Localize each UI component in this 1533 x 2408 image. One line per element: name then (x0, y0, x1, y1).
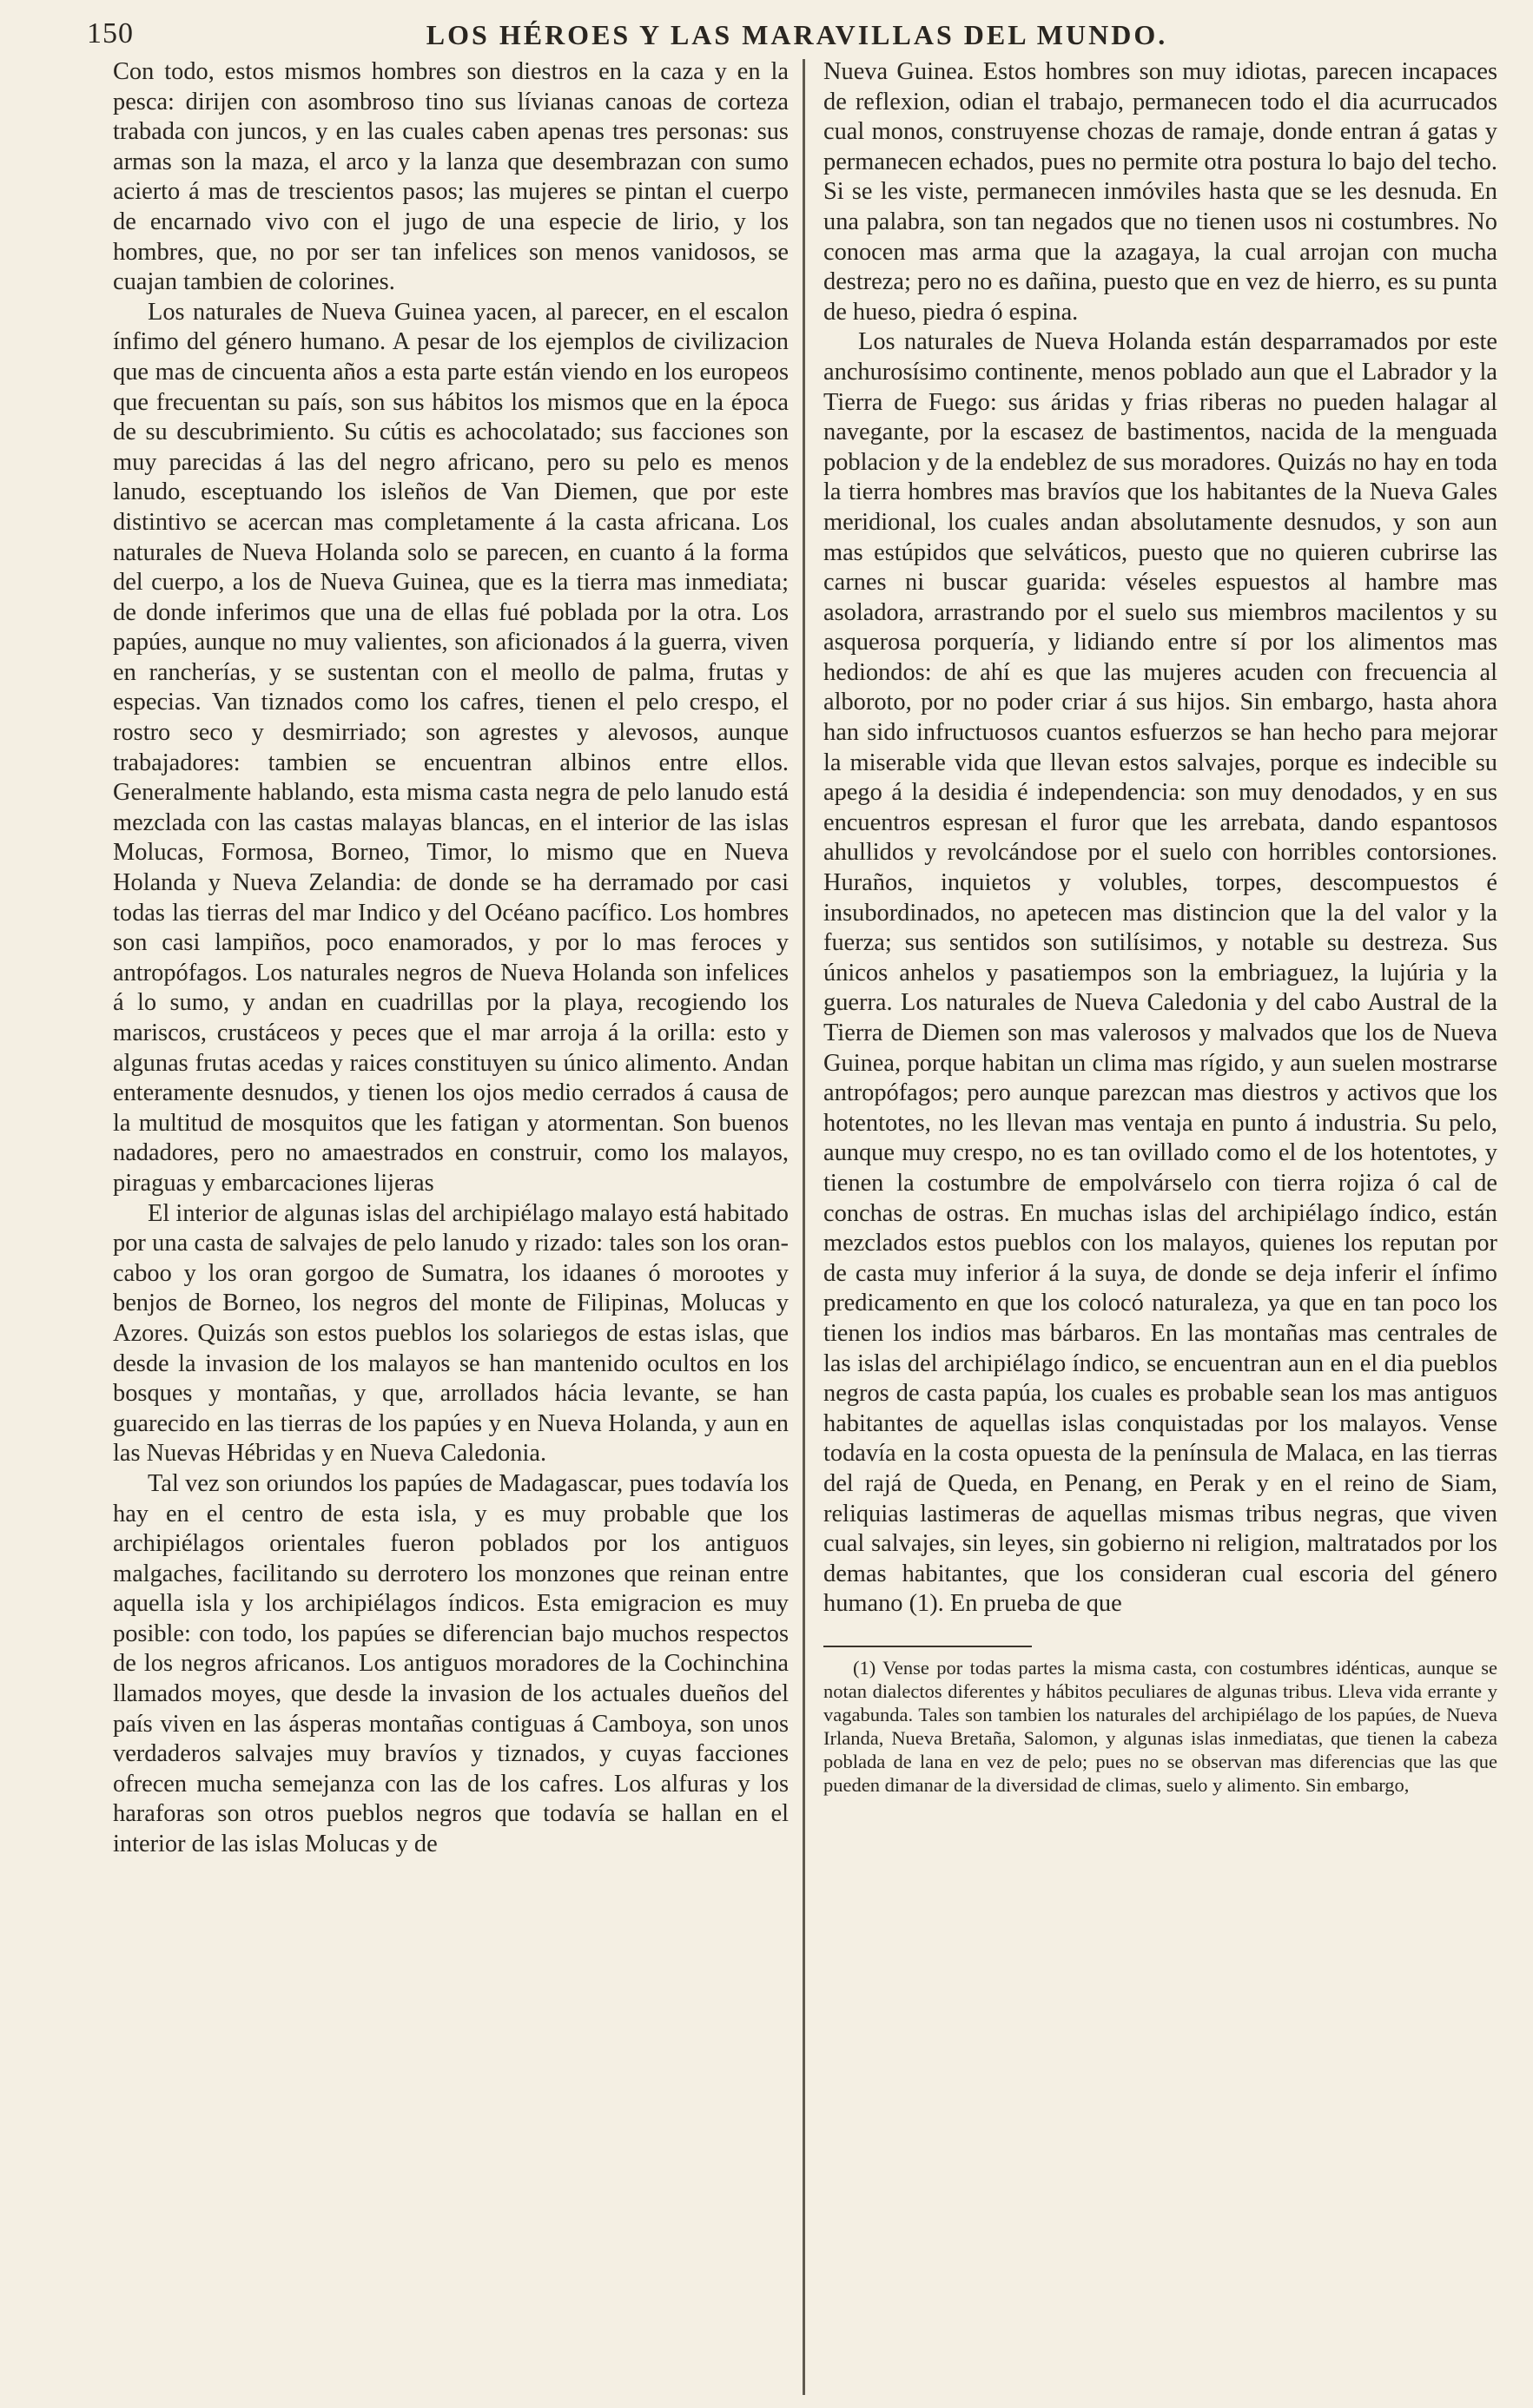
left-paragraph-4: Tal vez son oriundos los papúes de Madagascar, pues todavía los hay en el centro de esta isla, y es muy probable que los archipiélagos orientales fueron poblados por los antiguos malgaches, facilitando su derrotero los monzones que reinan entre aquella isla y los archipiélagos índicos. Esta emigracion es muy posible: con todo, los papúes se diferencian bajo muchos respectos de los negros africanos. Los antiguos moradores de la Cochinchina llamados moyes, que desde la invasion de los actuales dueños del país viven en las ásperas montañas contiguas á Camboya, son unos verdaderos salvajes muy bravíos y tiznados, y cuyas facciones ofrecen mucha semejanza con las de los cafres. Los alfuras y los haraforas son otros pueblos negros que todavía se hallan en el interior de las islas Molucas y de (113, 1469, 789, 1858)
right-paragraph-1: Nueva Guinea. Estos hombres son muy idiotas, parecen incapaces de reflexion, odian el trabajo, permanecen todo el dia acurrucados cual monos, construyense chozas de ramaje, donde entran á gatas y permanecen echados, pues no permite otra postura lo bajo del techo. Si se les viste, permanecen inmóviles hasta que se les desnuda. En una palabra, son tan negados que no tienen usos ni costumbres. No conocen mas arma que la azagaya, la cual arrojan con mucha destreza; pero no es dañina, puesto que en vez de hierro, es su punta de hueso, piedra ó espina. (823, 58, 1497, 326)
left-paragraph-3: El interior de algunas islas del archipiélago malayo está habitado por una casta de salvajes de pelo lanudo y rizado: tales son los oran-caboo y los oran gorgoo de Sumatra, los idaanes ó morootes y benjos de Borneo, los negros del monte de Filipinas, Molucas y Azores. Quizás son estos pueblos los solariegos de estas islas, que desde la invasion de los malayos se han mantenido ocultos en los bosques y montañas, y que, arrollados hácia levante, se han guarecido en las tierras de los papúes y en Nueva Holanda, y aun en las Nuevas Hébridas y en Nueva Caledonia. (113, 1199, 789, 1468)
footnote-divider (823, 1646, 1032, 1647)
right-paragraph-2: Los naturales de Nueva Holanda están desparramados por este anchurosísimo continente, menos poblado aun que el Labrador y la Tierra de Fuego: sus áridas y frias riberas no pueden halagar al navegante, por la escasez de bastimentos, nacida de la menguada poblacion y de la endeblez de sus moradores. Quizás no hay en toda la tierra hombres mas bravíos que los habitantes de la Nueva Gales meridional, los cuales andan absolutamente desnudos, y son aun mas estúpidos que selváticos, puesto que no quieren cubrirse las carnes ni buscar guarida: véseles espuestos al hambre mas asoladora, arrastrando por el suelo sus miembros macilentos y su asquerosa porquería, y lidiando entre sí por los alimentos mas hediondos: de ahí es que las mujeres acuden con frecuencia al alboroto, por no poder criar á sus hijos. Sin embargo, hasta ahora han sido infructuosos cuantos esfuerzos se han hecho para mejorar la miserable vida que llevan estos salvajes, porque es indecible su apego á la desidia é independencia: son muy denodados, y en sus encuentros espresan el furor que les arrebata, dando espantosos ahullidos y revolcándose por el suelo con horribles contorsiones. Huraños, inquietos y volubles, torpes, descompuestos é insubordinados, no apetecen mas distincion que la del valor y la fuerza; sus sentidos son sutilísimos, y notable su destreza. Sus únicos anhelos y pasatiempos son la embriaguez, la lujúria y la guerra. Los naturales de Nueva Caledonia y del cabo Austral de la Tierra de Diemen son mas valerosos y malvados que los de Nueva Guinea, porque habitan un clima mas rígido, y aun suelen mostrarse antropófagos; pero aunque parezcan mas diestros y activos que los hotentotes, no les llevan mas ventaja en punto á industria. Su pelo, aunque muy crespo, no es tan ovillado como el de los hotentotes, y tienen la costumbre de empolvárselo con tierra rojiza ó cal de conchas de ostras. En muchas islas del archipiélago índico, están mezclados estos pueblos con los malayos, quienes los reputan por de casta muy inferior á la suya, de donde se deja inferir el ínfimo predicamento en que los colocó naturaleza, ya que en tan poco los tienen los indios mas bárbaros. En las montañas mas centrales de las islas del archipiélago índico, se encuentran aun en el dia pueblos negros de casta papúa, los cuales es probable sean los mas antiguos habitantes de aquellas islas conquistadas por los malayos. Vense todavía en la costa opuesta de la península de Malaca, en las tierras del rajá de Queda, en Penang, en Perak y en el reino de Siam, reliquias lastimeras de aquellas mismas tribus negras, que viven cual salvajes, sin leyes, sin gobierno ni religion, maltratados por los demas habitantes, que los consideran cual escoria del género humano (1). En prueba de que (823, 328, 1497, 1618)
running-title: LOS HÉROES Y LAS MARAVILLAS DEL MUNDO. (426, 18, 1168, 50)
column-divider (803, 59, 805, 2395)
page-number: 150 (87, 17, 134, 49)
running-head (87, 12, 1507, 57)
left-column (113, 57, 789, 1860)
left-paragraph-1: Con todo, estos mismos hombres son diestros en la caza y en la pesca: dirijen con asombroso tino sus lívianas canoas de corteza trabada con juncos, y en las cuales caben apenas tres personas: sus armas son la maza, el arco y la lanza que desembrazan con sumo acierto á mas de trescientos pasos; las mujeres se pintan el cuerpo de encarnado vivo con el jugo de una especie de lirio, y los hombres, que, no por ser tan infelices son menos vanidosos, se cuajan tambien de colorines. (113, 58, 789, 296)
right-column (823, 57, 1497, 1797)
left-paragraph-2: Los naturales de Nueva Guinea yacen, al parecer, en el escalon ínfimo del género humano. A pesar de los ejemplos de civilizacion que mas de cincuenta años a esta parte están viendo en los europeos que frecuentan su país, son sus hábitos los mismos que en la época de su descubrimiento. Su cútis es achocolatado; sus facciones son muy parecidas á las del negro africano, pero su pelo es menos lanudo, esceptuando los isleños de Van Diemen, que por este distintivo se acercan mas completamente á la casta africana. Los naturales de Nueva Holanda solo se parecen, en cuanto á la forma del cuerpo, a los de Nueva Guinea, que es la tierra mas inmediata; de donde inferimos que una de ellas fué poblada por la otra. Los papúes, aunque no muy valientes, son aficionados á la guerra, viven en rancherías, y se sustentan con el meollo de palma, frutas y especias. Van tiznados como los cafres, tienen el pelo crespo, el rostro seco y desmirriado; son agrestes y alevosos, aunque trabajadores: tambien se encuentran albinos entre ellos. Generalmente hablando, esta misma casta negra de pelo lanudo está mezclada con las castas malayas blancas, en el interior de las islas Molucas, Formosa, Borneo, Timor, lo mismo que en Nueva Holanda y Nueva Zelandia: de donde se ha derramado por casi todas las tierras del mar Indico y del Océano pacífico. Los hombres son casi lampiños, poco enamorados, y por lo mas feroces y antropófagos. Los naturales negros de Nueva Holanda son infelices á lo sumo, y andan en cuadrillas por la playa, recogiendo los mariscos, crustáceos y peces que el mar arroja á la orilla: esto y algunas frutas acedas y raices constituyen su único alimento. Andan enteramente desnudos, y tienen los ojos medio cerrados á causa de la multitud de mosquitos que les fatigan y atormentan. Son buenos nadadores, pero no amaestrados en construir, como los malayos, piraguas y embarcaciones lijeras (113, 298, 789, 1197)
footnote: (1) Vense por todas partes la misma casta, con costumbres idénticas, aunque se notan dialectos diferentes y hábitos peculiares de algunas tribus. Lleva vida errante y vagabunda. Tales son tambien los naturales del archipiélago de los papúes, de Nueva Irlanda, Nueva Bretaña, Salomon, y algunas islas inmediatas, que tienen la cabeza poblada de lana en vez de pelo; pues no se observan mas diferencias que las que pueden dimanar de la diversidad de climas, suelo y alimento. Sin embargo, (823, 1656, 1497, 1796)
